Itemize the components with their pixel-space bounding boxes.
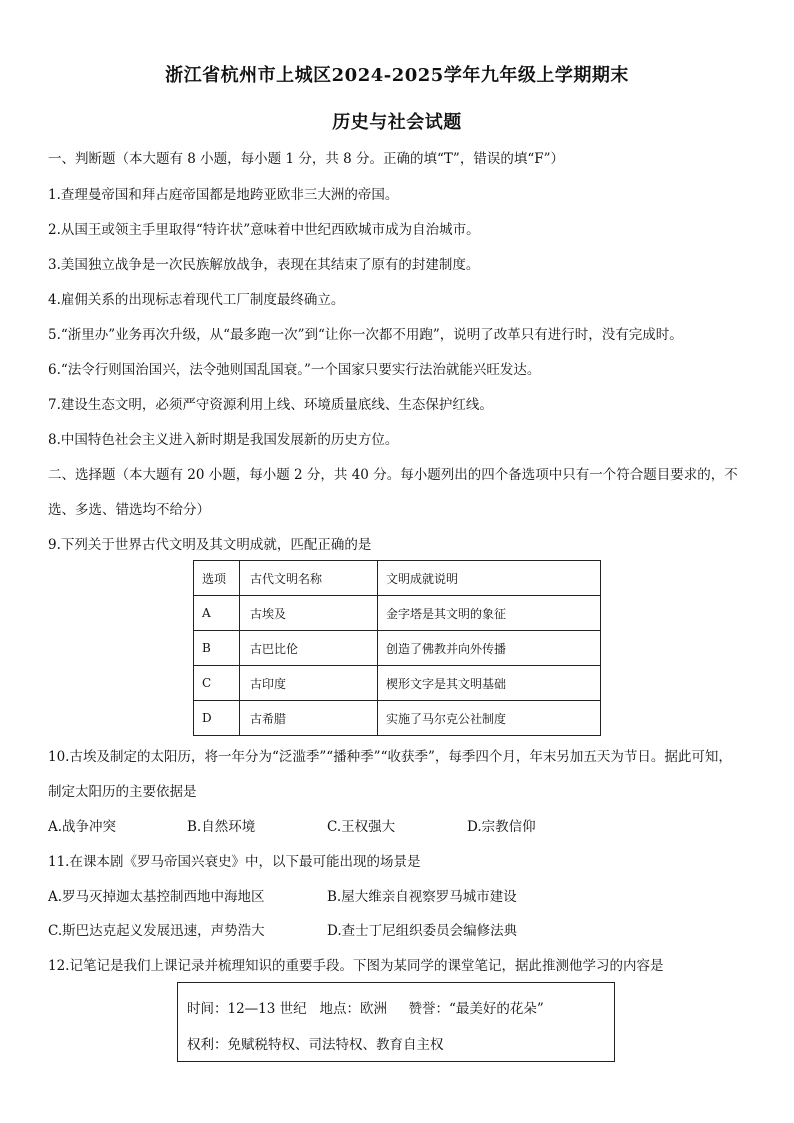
table-cell: D <box>194 701 240 736</box>
question-10-stem: 10.古埃及制定的太阳历，将一年分为“泛滥季”“播种季”“收获季”，每季四个月，年末另加五天为节日。据此可知， <box>48 749 732 765</box>
table-cell: 古埃及 <box>240 596 378 631</box>
table-cell: C <box>194 666 240 701</box>
table-row <box>194 596 601 631</box>
question-8: 8.中国特色社会主义进入新时期是我国发展新的历史方位。 <box>48 432 399 448</box>
table-cell: 古印度 <box>240 666 378 701</box>
q10-option-d: D.宗教信仰 <box>467 819 536 835</box>
table-header-row <box>194 561 601 596</box>
table-header-cell: 古代文明名称 <box>240 561 378 596</box>
question-12-stem: 12.记笔记是我们上课记录并梳理知识的重要手段。下图为某同学的课堂笔记，据此推测他学习的内容是 <box>48 958 664 974</box>
q11-option-a: A.罗马灭掉迦太基控制西地中海地区 <box>48 889 265 905</box>
table-row <box>194 666 601 701</box>
table-cell: 古巴比伦 <box>240 631 378 666</box>
table-header-cell: 选项 <box>194 561 240 596</box>
table-cell: 古希腊 <box>240 701 378 736</box>
section1-heading: 一、判断题（本大题有 8 小题，每小题 1 分，共 8 分。正确的填“T”，错误的填“F”） <box>48 151 564 167</box>
q11-option-c: C.斯巴达克起义发展迅速，声势浩大 <box>48 923 265 939</box>
class-notes-box <box>177 982 615 1062</box>
q10-option-a: A.战争冲突 <box>48 819 117 835</box>
table-cell: 创造了佛教并向外传播 <box>378 631 601 666</box>
table-cell: 实施了马尔克公社制度 <box>378 701 601 736</box>
question-3: 3.美国独立战争是一次民族解放战争，表现在其结束了原有的封建制度。 <box>48 257 480 273</box>
question-5: 5.“浙里办”业务再次升级，从“最多跑一次”到“让你一次都不用跑”，说明了改革只有进行时，没有完成时。 <box>48 327 683 343</box>
question-7: 7.建设生态文明，必须严守资源利用上线、环境质量底线、生态保护红线。 <box>48 397 493 413</box>
q11-option-d: D.查士丁尼组织委员会编修法典 <box>327 923 518 939</box>
table-header-cell: 文明成就说明 <box>378 561 601 596</box>
question-1: 1.查理曼帝国和拜占庭帝国都是地跨亚欧非三大洲的帝国。 <box>48 187 399 203</box>
section2-heading: 二、选择题（本大题有 20 小题，每小题 2 分，共 40 分。每小题列出的四个备选项中只有一个符合题目要求的，不 <box>48 467 738 483</box>
question-2: 2.从国王或领主手里取得“特许状”意味着中世纪西欧城市成为自治城市。 <box>48 222 480 238</box>
question-9-stem: 9.下列关于世界古代文明及其文明成就，匹配正确的是 <box>48 537 372 553</box>
question-11-stem: 11.在课本剧《罗马帝国兴衰史》中，以下最可能出现的场景是 <box>48 854 421 870</box>
q11-option-b: B.屋大维亲自视察罗马城市建设 <box>327 889 517 905</box>
table-cell: A <box>194 596 240 631</box>
q10-option-b: B.自然环境 <box>187 819 256 835</box>
table-cell: B <box>194 631 240 666</box>
notes-line-2: 权利：免赋税特权、司法特权、教育自主权 <box>187 1037 444 1053</box>
exam-subtitle: 历史与社会试题 <box>332 112 462 133</box>
table-cell: 楔形文字是其文明基础 <box>378 666 601 701</box>
q10-option-c: C.王权强大 <box>327 819 396 835</box>
section2-heading-cont: 选、多选、错选均不给分） <box>48 502 210 518</box>
q9-options-table <box>193 560 601 736</box>
table-row <box>194 701 601 736</box>
question-6: 6.“法令行则国治国兴，法令弛则国乱国衰。”一个国家只要实行法治就能兴旺发达。 <box>48 362 541 378</box>
notes-line-1: 时间：12—13 世纪 地点：欧洲 赞誉：“最美好的花朵” <box>187 1001 544 1017</box>
question-4: 4.雇佣关系的出现标志着现代工厂制度最终确立。 <box>48 292 345 308</box>
exam-title: 浙江省杭州市上城区2024-2025学年九年级上学期期末 <box>165 65 629 86</box>
table-row <box>194 631 601 666</box>
question-10-stem-cont: 制定太阳历的主要依据是 <box>48 784 197 800</box>
table-cell: 金字塔是其文明的象征 <box>378 596 601 631</box>
